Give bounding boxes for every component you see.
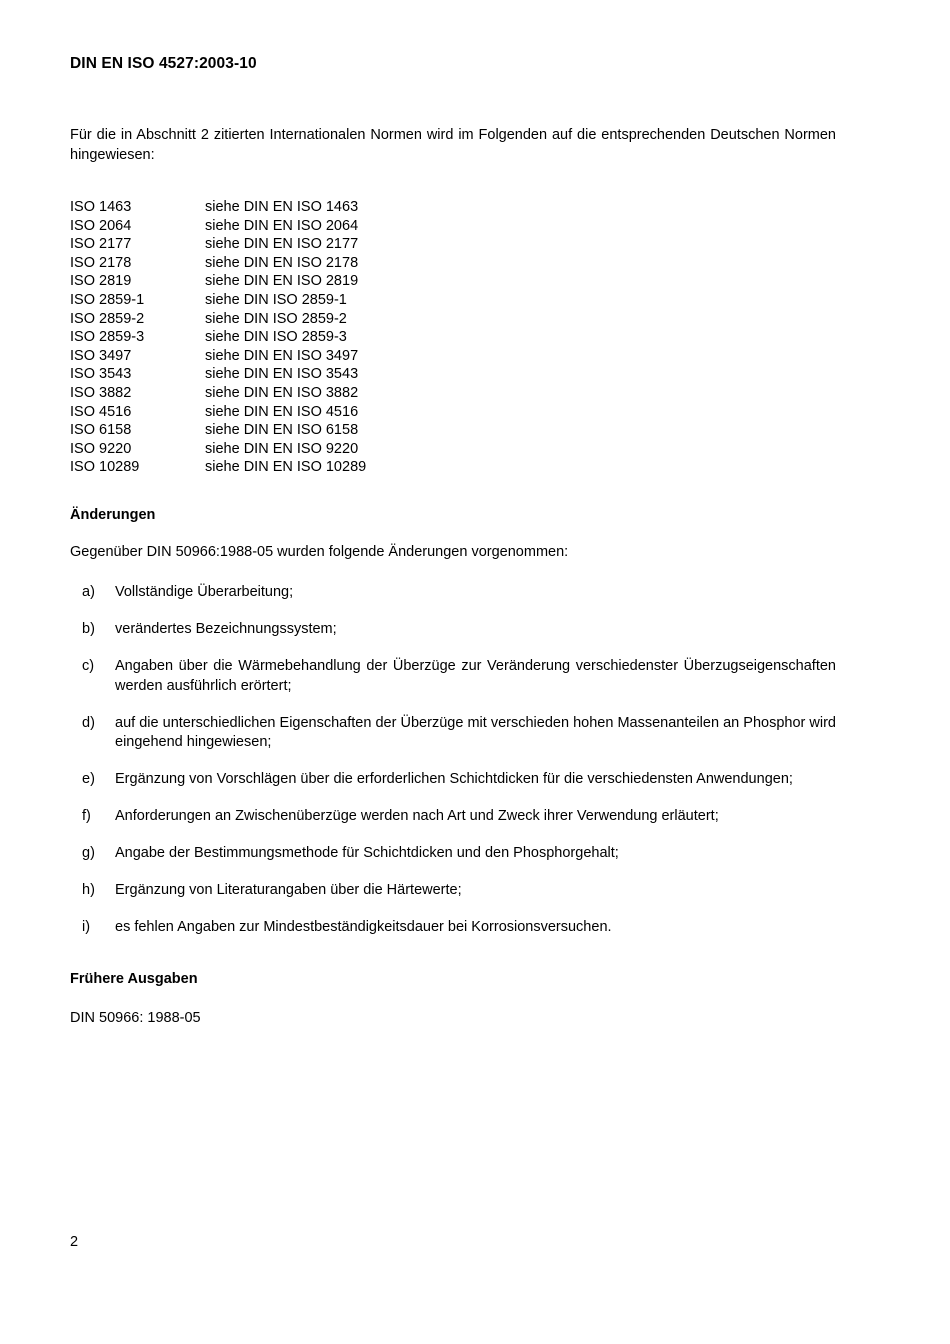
section-heading-aenderungen: Änderungen: [70, 506, 156, 523]
change-list-item: [70, 620, 836, 640]
change-list-item: [70, 807, 836, 827]
iso-code: ISO 2064: [70, 217, 132, 234]
change-item-marker: g): [82, 845, 95, 862]
changes-intro-paragraph: Gegenüber DIN 50966:1988-05 wurden folgende Änderungen vorgenommen:: [70, 543, 569, 560]
iso-reference-row: [70, 272, 836, 291]
page-number: 2: [70, 1234, 79, 1250]
iso-code: ISO 3882: [70, 384, 132, 401]
previous-edition-entry: DIN 50966: 1988-05: [70, 1009, 201, 1026]
changes-list: [70, 583, 836, 938]
change-item-text: auf die unterschiedlichen Eigenschaften der Überzüge mit verschieden hohen Massenanteilen an Phosphor wird eingehend hingewiesen;: [115, 714, 836, 751]
change-item-text: Vollständige Überarbeitung;: [115, 584, 294, 601]
change-list-item: [70, 881, 836, 901]
change-item-text: Angaben über die Wärmebehandlung der Überzüge zur Veränderung verschiedenster Überzugseigenschaften werden ausführlich erörtert;: [115, 658, 836, 694]
change-item-marker: i): [82, 919, 91, 936]
change-item-text: es fehlen Angaben zur Mindestbeständigkeitsdauer bei Korrosionsversuchen.: [115, 919, 612, 936]
change-item-text: verändertes Bezeichnungssystem;: [115, 621, 337, 638]
iso-code: ISO 3497: [70, 347, 132, 364]
iso-code: ISO 6158: [70, 422, 132, 439]
change-item-marker: e): [82, 771, 95, 788]
iso-reference: siehe DIN EN ISO 10289: [205, 459, 367, 476]
iso-code: ISO 4516: [70, 403, 132, 420]
iso-code: ISO 10289: [70, 459, 140, 476]
iso-reference: siehe DIN ISO 2859-3: [205, 329, 347, 346]
iso-reference-row: [70, 384, 836, 403]
section-heading-fruehere-ausgaben: Frühere Ausgaben: [70, 970, 198, 987]
iso-reference: siehe DIN EN ISO 2819: [205, 273, 359, 290]
iso-reference: siehe DIN EN ISO 6158: [205, 422, 359, 439]
iso-code: ISO 2859-3: [70, 329, 145, 346]
change-list-item: [70, 657, 836, 696]
change-item-text: Ergänzung von Vorschlägen über die erforderlichen Schichtdicken für die verschiedensten Anwendungen;: [115, 771, 793, 788]
iso-reference-row: [70, 198, 836, 217]
iso-reference: siehe DIN EN ISO 1463: [205, 199, 359, 215]
document-body: [70, 126, 836, 1028]
change-list-item: [70, 770, 836, 790]
iso-code: ISO 2859-1: [70, 291, 145, 308]
iso-reference: siehe DIN EN ISO 3543: [205, 366, 359, 383]
iso-code: ISO 3543: [70, 366, 132, 383]
change-list-item: [70, 583, 836, 603]
change-item-marker: b): [82, 621, 95, 638]
intro-paragraph: Für die in Abschnitt 2 zitierten Internationalen Normen wird im Folgenden auf die entsprechenden Deutschen Normen hingewiesen:: [70, 127, 836, 163]
iso-reference: siehe DIN ISO 2859-1: [205, 291, 347, 308]
change-list-item: [70, 714, 836, 753]
iso-reference-row: [70, 310, 836, 329]
iso-reference: siehe DIN EN ISO 4516: [205, 403, 359, 420]
change-list-item: [70, 844, 836, 864]
document-header-standard-number: DIN EN ISO 4527:2003-10: [70, 55, 257, 72]
iso-reference-row: [70, 328, 836, 347]
iso-reference: siehe DIN ISO 2859-2: [205, 310, 347, 327]
iso-reference: siehe DIN EN ISO 3497: [205, 347, 359, 364]
iso-reference-row: [70, 217, 836, 236]
iso-reference-list: [70, 198, 836, 477]
change-item-text: Anforderungen an Zwischenüberzüge werden nach Art und Zweck ihrer Verwendung erläutert;: [115, 808, 719, 825]
change-list-item: [70, 918, 836, 938]
iso-reference-row: [70, 254, 836, 273]
iso-reference: siehe DIN EN ISO 2177: [205, 236, 359, 253]
iso-reference-row: [70, 291, 836, 310]
iso-reference-row: [70, 365, 836, 384]
iso-code: ISO 2177: [70, 236, 132, 253]
iso-reference: siehe DIN EN ISO 2178: [205, 254, 359, 271]
iso-reference: siehe DIN EN ISO 9220: [205, 440, 359, 457]
change-item-marker: c): [82, 658, 95, 675]
iso-reference: siehe DIN EN ISO 3882: [205, 384, 359, 401]
iso-reference: siehe DIN EN ISO 2064: [205, 217, 359, 234]
iso-code: ISO 2178: [70, 254, 132, 271]
iso-reference-row: [70, 403, 836, 422]
iso-reference-row: [70, 458, 836, 477]
iso-code: ISO 2819: [70, 273, 132, 290]
iso-code: ISO 2859-2: [70, 310, 145, 327]
iso-code: ISO 1463: [70, 199, 132, 215]
change-item-marker: h): [82, 882, 95, 899]
iso-reference-row: [70, 235, 836, 254]
iso-reference-row: [70, 440, 836, 459]
iso-reference-row: [70, 421, 836, 440]
iso-code: ISO 9220: [70, 440, 132, 457]
change-item-marker: a): [82, 584, 95, 601]
change-item-marker: d): [82, 714, 95, 731]
change-item-marker: f): [82, 808, 91, 825]
iso-reference-row: [70, 347, 836, 366]
change-item-text: Angabe der Bestimmungsmethode für Schichtdicken und den Phosphorgehalt;: [115, 845, 619, 862]
change-item-text: Ergänzung von Literaturangaben über die Härtewerte;: [115, 882, 462, 899]
